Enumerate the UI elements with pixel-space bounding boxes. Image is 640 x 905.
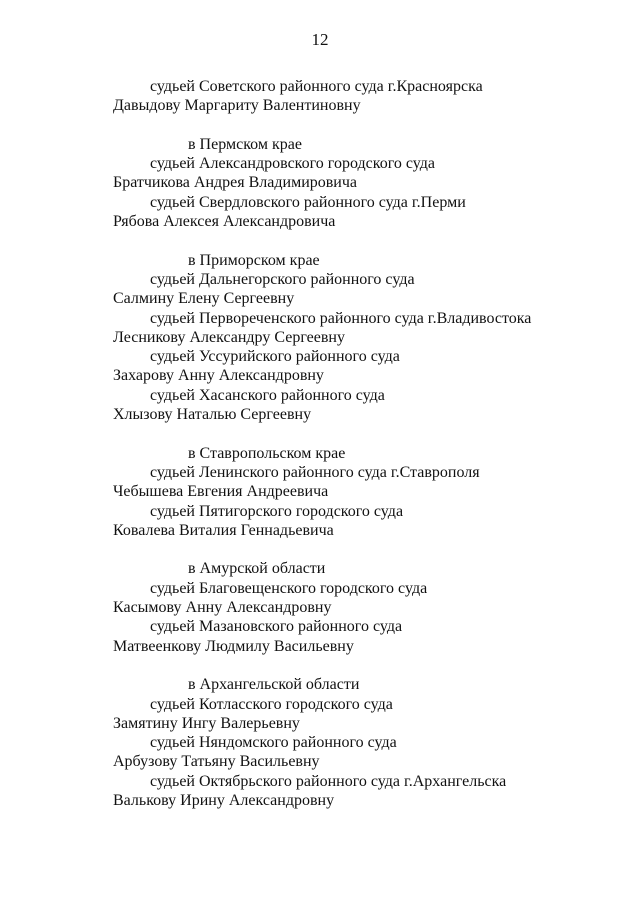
court-position: судьей Няндомского районного суда [150,734,397,752]
appointee-name: Арбузову Татьяну Васильевну [113,753,320,771]
appointee-name: Касымову Анну Александровну [113,599,332,617]
court-position: судьей Дальнегорского районного суда [150,270,415,288]
court-position: судьей Александровского городского суда [150,155,435,173]
court-position: судьей Ленинского районного суда г.Ставрополя [150,463,480,481]
section-spacer [0,231,640,250]
appointee-name: Ковалева Виталия Геннадьевича [113,521,334,539]
region-heading: в Приморском крае [188,251,320,269]
appointee-name: Салмину Елену Сергеевну [113,290,295,308]
section-spacer [0,540,640,559]
region-heading: в Ставропольском крае [188,444,346,462]
region-heading: в Амурской области [188,560,326,578]
court-position: судьей Октябрьского районного суда г.Архангельска [150,772,507,790]
appointee-name: Захарову Анну Александровну [113,367,324,385]
appointee-name: Матвеенкову Людмилу Васильевну [113,637,354,655]
appointee-name: Замятину Ингу Валерьевну [113,714,300,732]
court-position: судьей Пятигорского городского суда [150,502,404,520]
appointee-name: Лесникову Александру Сергеевну [113,328,345,346]
appointee-name: Братчикова Андрея Владимировича [113,174,358,192]
court-position: судьей Первореченского районного суда г.Владивостока [150,309,532,327]
court-position: судьей Уссурийского районного суда [150,348,400,366]
court-position: судьей Свердловского районного суда г.Перми [150,193,466,211]
court-position: судьей Котласского городского суда [150,695,393,713]
appointee-name: Хлызову Наталью Сергеевну [113,406,312,424]
court-position: судьей Хасанского районного суда [150,386,385,404]
region-heading: в Архангельской области [188,676,360,694]
court-position: судьей Советского районного суда г.Красноярска [150,78,483,95]
appointment-list [0,77,640,810]
appointee-name: Чебышева Евгения Андреевича [113,483,329,501]
appointee-name: Валькову Ирину Александровну [113,791,335,809]
appointee-name: Рябова Алексея Александровича [113,213,336,231]
section-spacer [0,656,640,675]
section-spacer [0,116,640,135]
page-number: 12 [311,30,329,49]
region-heading: в Пермском крае [188,135,302,153]
court-position: судьей Благовещенского городского суда [150,579,428,597]
appointee-name: Давыдову Маргариту Валентиновну [113,97,361,115]
section-spacer [0,424,640,443]
court-position: судьей Мазановского районного суда [150,618,403,636]
